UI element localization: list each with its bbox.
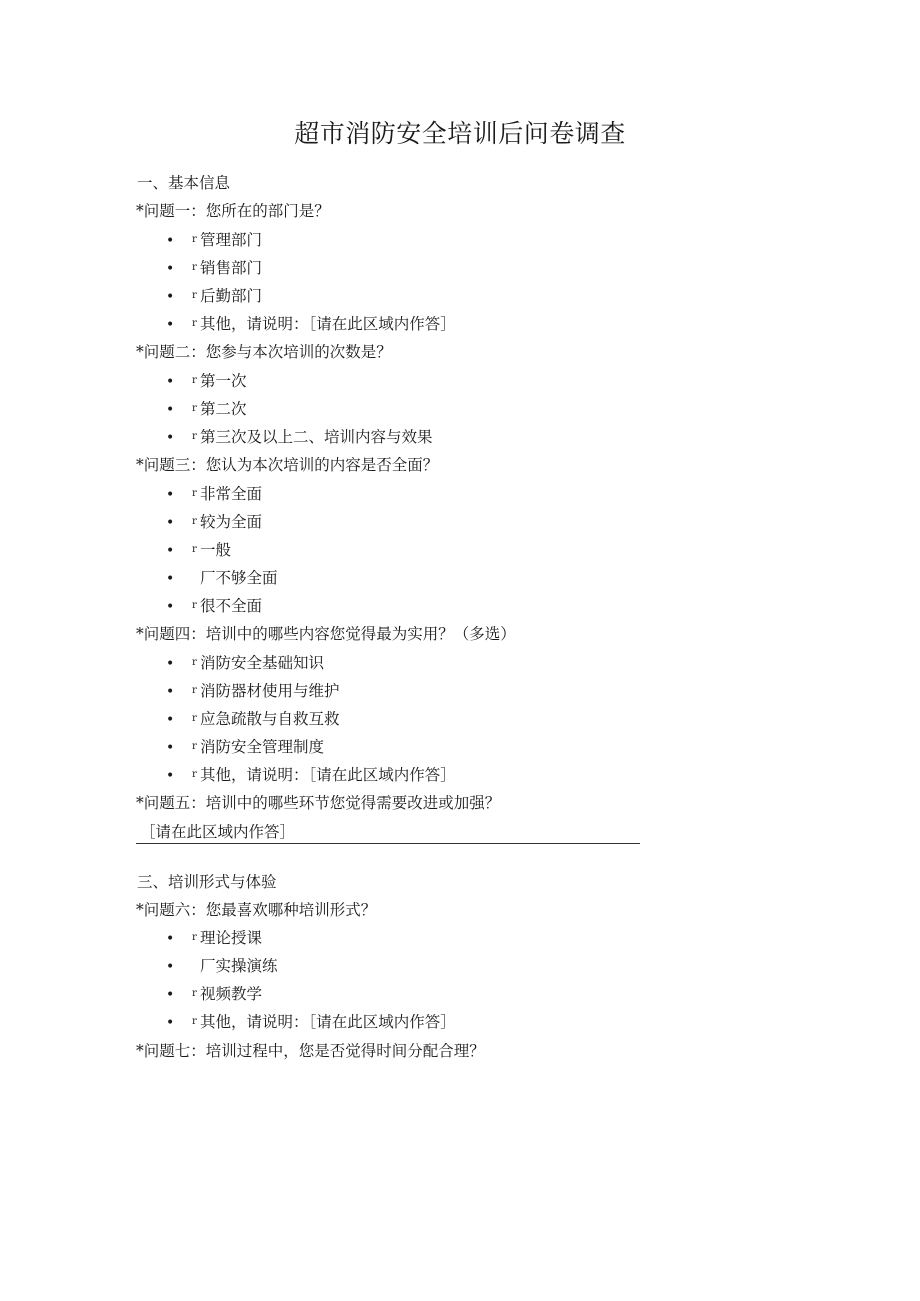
option-label: 消防器材使用与维护 bbox=[200, 682, 340, 700]
answer-placeholder[interactable]: ［请在此区域内作答］ bbox=[140, 823, 296, 841]
question-text: *问题六：您最喜欢哪种培训形式？ bbox=[136, 901, 377, 919]
bullet-icon: • bbox=[166, 656, 175, 672]
option-label: 非常全面 bbox=[200, 485, 263, 503]
option-label: 厂实操演练 bbox=[200, 957, 278, 975]
checkbox-icon[interactable]: r bbox=[192, 713, 197, 724]
option-item[interactable] bbox=[166, 956, 278, 977]
page-title: 超市消防安全培训后问卷调查 bbox=[294, 119, 626, 148]
option-label: 后勤部门 bbox=[200, 287, 263, 305]
option-item[interactable] bbox=[166, 681, 340, 702]
question-text: *问题二：您参与本次培训的次数是？ bbox=[136, 343, 392, 361]
checkbox-icon[interactable]: r bbox=[192, 290, 197, 301]
bullet-icon: • bbox=[166, 740, 175, 756]
checkbox-icon[interactable]: r bbox=[192, 685, 197, 696]
bullet-icon: • bbox=[166, 712, 175, 728]
option-item[interactable] bbox=[166, 540, 231, 561]
option-item[interactable] bbox=[166, 371, 247, 392]
option-item[interactable] bbox=[166, 928, 262, 949]
option-item[interactable] bbox=[166, 653, 324, 674]
question-text: *问题一：您所在的部门是？ bbox=[136, 202, 330, 220]
option-item[interactable] bbox=[166, 568, 278, 589]
option-item[interactable] bbox=[166, 709, 340, 730]
option-item[interactable] bbox=[166, 399, 247, 420]
option-label: 厂不够全面 bbox=[200, 569, 278, 587]
option-label: 销售部门 bbox=[200, 259, 263, 277]
option-label: 消防安全基础知识 bbox=[200, 654, 325, 672]
option-item[interactable] bbox=[166, 1012, 456, 1033]
checkbox-icon[interactable]: r bbox=[192, 488, 197, 499]
checkbox-icon[interactable]: r bbox=[192, 262, 197, 273]
question-text: *问题四：培训中的哪些内容您觉得最为实用？（多选） bbox=[136, 625, 516, 643]
checkbox-icon[interactable]: r bbox=[192, 431, 197, 442]
option-label: 其他，请说明：［请在此区域内作答］ bbox=[200, 315, 456, 333]
option-label: 视频教学 bbox=[200, 985, 263, 1003]
bullet-icon: • bbox=[166, 402, 175, 418]
question-text: *问题七：培训过程中，您是否觉得时间分配合理？ bbox=[136, 1042, 485, 1060]
checkbox-icon[interactable]: r bbox=[192, 988, 197, 999]
checkbox-icon[interactable]: r bbox=[192, 544, 197, 555]
bullet-icon: • bbox=[166, 261, 175, 277]
option-item[interactable] bbox=[166, 984, 262, 1005]
bullet-icon: • bbox=[166, 515, 175, 531]
option-label: 较为全面 bbox=[200, 513, 263, 531]
option-item[interactable] bbox=[166, 512, 262, 533]
option-label: 消防安全管理制度 bbox=[200, 738, 325, 756]
checkbox-icon[interactable]: r bbox=[192, 403, 197, 414]
option-label: 一般 bbox=[200, 541, 232, 559]
checkbox-icon[interactable]: r bbox=[192, 769, 197, 780]
option-item[interactable] bbox=[166, 484, 262, 505]
bullet-icon: • bbox=[166, 959, 175, 975]
option-item[interactable] bbox=[166, 596, 262, 617]
checkbox-icon[interactable]: r bbox=[192, 375, 197, 386]
bullet-icon: • bbox=[166, 430, 175, 446]
checkbox-icon[interactable]: r bbox=[192, 1016, 197, 1027]
bullet-icon: • bbox=[166, 289, 175, 305]
option-label: 很不全面 bbox=[200, 597, 263, 615]
option-label: 第二次 bbox=[200, 400, 247, 418]
option-label: 其他，请说明：［请在此区域内作答］ bbox=[200, 1013, 456, 1031]
bullet-icon: • bbox=[166, 374, 175, 390]
option-label: 其他，请说明：［请在此区域内作答］ bbox=[200, 766, 456, 784]
option-label: 第一次 bbox=[200, 372, 247, 390]
option-label: 应急疏散与自救互救 bbox=[200, 710, 340, 728]
checkbox-icon[interactable]: r bbox=[192, 234, 197, 245]
question-text: *问题五：培训中的哪些环节您觉得需要改进或加强？ bbox=[136, 794, 501, 812]
bullet-icon: • bbox=[166, 1015, 175, 1031]
option-label: 理论授课 bbox=[200, 929, 263, 947]
checkbox-icon[interactable]: r bbox=[192, 741, 197, 752]
option-item[interactable] bbox=[166, 737, 324, 758]
option-item[interactable] bbox=[166, 765, 456, 786]
checkbox-icon[interactable]: r bbox=[192, 600, 197, 611]
bullet-icon: • bbox=[166, 543, 175, 559]
option-label: 第三次及以上二、培训内容与效果 bbox=[200, 428, 433, 446]
bullet-icon: • bbox=[166, 684, 175, 700]
option-label: 管理部门 bbox=[200, 231, 263, 249]
bullet-icon: • bbox=[166, 233, 175, 249]
bullet-icon: • bbox=[166, 487, 175, 503]
bullet-icon: • bbox=[166, 599, 175, 615]
checkbox-icon[interactable]: r bbox=[192, 932, 197, 943]
checkbox-icon[interactable]: r bbox=[192, 318, 197, 329]
bullet-icon: • bbox=[166, 987, 175, 1003]
checkbox-icon[interactable]: r bbox=[192, 657, 197, 668]
option-item[interactable] bbox=[166, 230, 262, 251]
option-item[interactable] bbox=[166, 427, 433, 448]
question-text: *问题三：您认为本次培训的内容是否全面？ bbox=[136, 456, 439, 474]
option-item[interactable] bbox=[166, 258, 262, 279]
section-heading: 三、培训形式与体验 bbox=[137, 873, 277, 891]
bullet-icon: • bbox=[166, 317, 175, 333]
bullet-icon: • bbox=[166, 768, 175, 784]
bullet-icon: • bbox=[166, 571, 175, 587]
option-item[interactable] bbox=[166, 314, 456, 335]
option-item[interactable] bbox=[166, 286, 262, 307]
answer-underline bbox=[136, 843, 640, 844]
checkbox-icon[interactable]: r bbox=[192, 516, 197, 527]
bullet-icon: • bbox=[166, 931, 175, 947]
section-heading: 一、基本信息 bbox=[137, 174, 231, 192]
